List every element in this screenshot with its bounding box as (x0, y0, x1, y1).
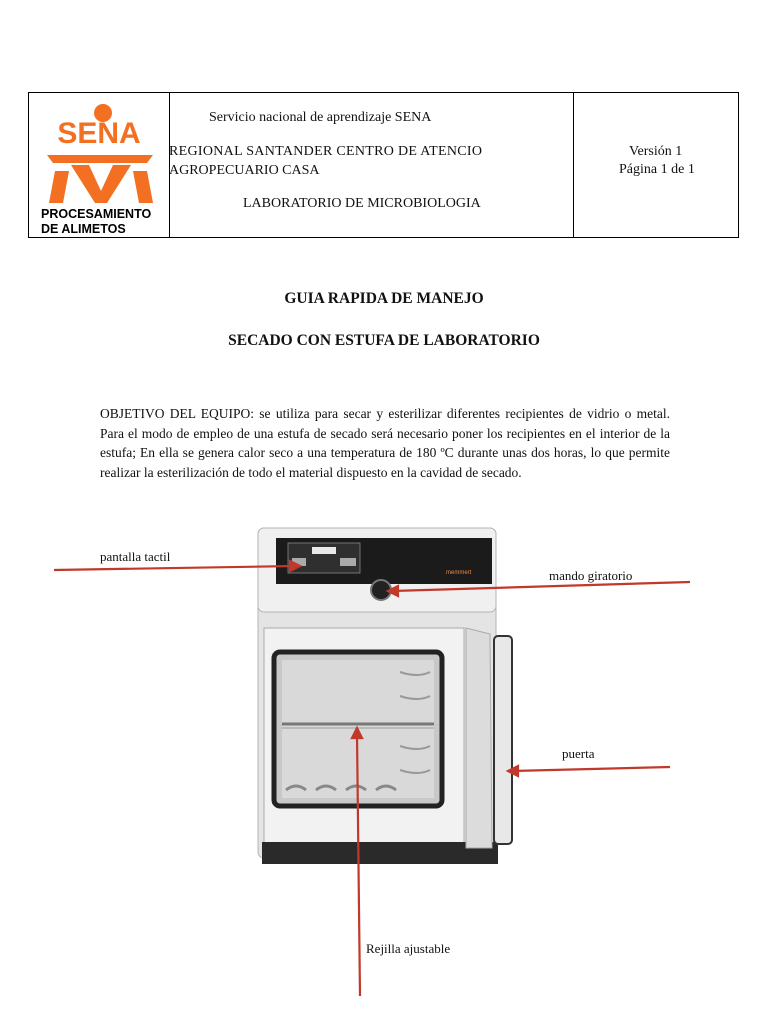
lab-name: LABORATORIO DE MICROBIOLOGIA (243, 196, 481, 211)
logo-caption-line1: PROCESAMIENTO (41, 207, 152, 221)
label-door: puerta (562, 746, 595, 761)
page-text: Página 1 de 1 (619, 162, 695, 177)
logo-caption-line2: DE ALIMETOS (41, 222, 126, 236)
oven-brand: memmert (446, 570, 472, 576)
version-text: Versión 1 (629, 144, 683, 159)
label-screen: pantalla tactil (100, 549, 171, 564)
label-knob: mando giratorio (549, 568, 633, 583)
main-title: GUIA RAPIDA DE MANEJO (284, 290, 484, 307)
objective-paragraph: OBJETIVO DEL EQUIPO: se utiliza para secar y esterilizar diferentes recipientes de vidrio o metal. Para el modo de empleo de una estufa de secado será necesario poner los recipientes en el interior de la estufa; En ella se genera calor seco a una temperatura de 180 ºC durante unas dos horas, lo que permite realizar la esterilización de todo el material dispuesto en la cavidad de secado. (100, 406, 670, 480)
org-name: Servicio nacional de aprendizaje SENA (209, 110, 432, 125)
regional-line1: REGIONAL SANTANDER CENTRO DE ATENCIO (169, 144, 483, 159)
logo-text: SENA (57, 117, 141, 150)
label-rack: Rejilla ajustable (366, 941, 451, 956)
regional-line2: AGROPECUARIO CASA (169, 163, 320, 178)
sub-title: SECADO CON ESTUFA DE LABORATORIO (228, 332, 540, 349)
